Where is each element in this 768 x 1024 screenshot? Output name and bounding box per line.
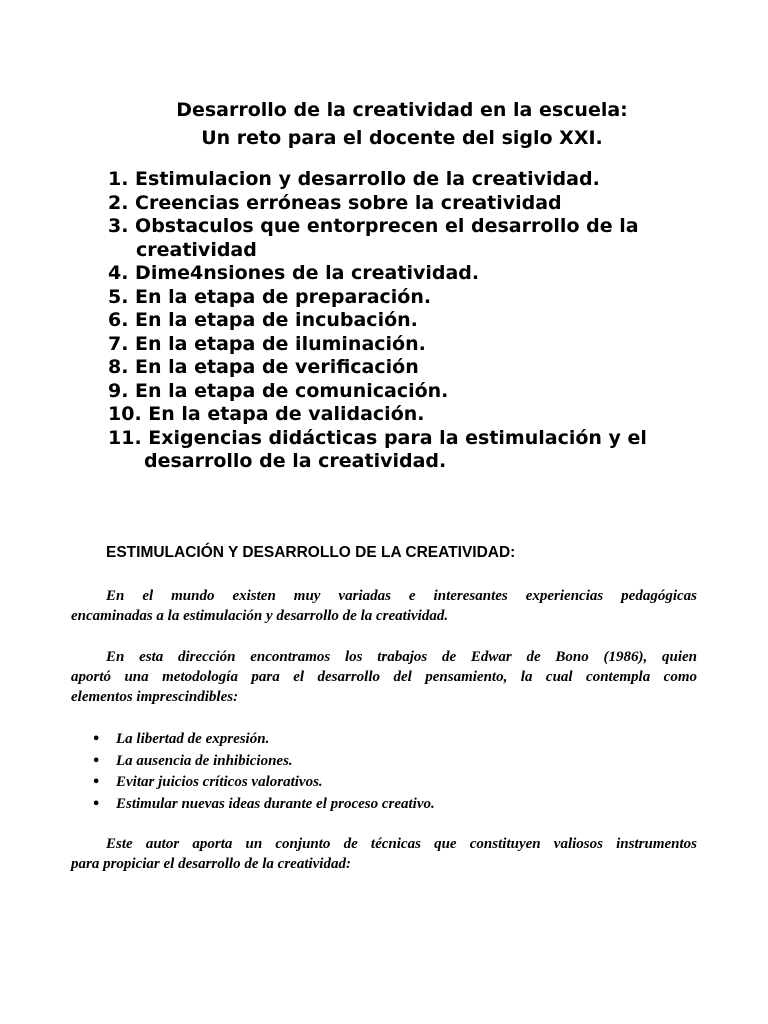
list-item: • La libertad de expresión. xyxy=(92,729,435,751)
title-line-1: Desarrollo de la creatividad en la escuela: xyxy=(176,99,628,121)
toc-item: 4. Dime4nsiones de la creatividad. xyxy=(108,262,480,284)
toc-item: 6. En la etapa de incubación. xyxy=(108,309,418,331)
section-heading: ESTIMULACIÓN Y DESARROLLO DE LA CREATIVIDAD: xyxy=(106,544,516,561)
list-item: • Estimular nuevas ideas durante el proceso creativo. xyxy=(92,794,435,816)
toc-item: 9. En la etapa de comunicación. xyxy=(108,379,449,402)
paragraph-2: En esta dirección encontramos los trabajos de Edwar de Bono (1986), quien aportó una metodología para el desarrollo del pensamiento, la cual contempla como elementos imprescindibles: xyxy=(71,649,697,705)
bullet-icon: • xyxy=(92,732,101,747)
list-item: • La ausencia de inhibiciones. xyxy=(92,751,435,773)
toc-item: 2. Creencias erróneas sobre la creatividad xyxy=(108,191,562,214)
bullet-icon: • xyxy=(92,775,101,790)
document-title xyxy=(0,96,768,152)
toc-item: 11. Exigencias didácticas para la estimulación y el desarrollo de la creatividad. xyxy=(108,426,647,472)
title-line-2: Un reto para el docente del siglo XXI. xyxy=(201,127,603,149)
paragraph-3: Este autor aporta un conjunto de técnicas que constituyen valiosos instrumentos para propiciar el desarrollo de la creatividad: xyxy=(71,836,697,872)
toc-item: 5. En la etapa de preparación. xyxy=(108,285,432,308)
toc-item: 7. En la etapa de iluminación. xyxy=(108,332,426,355)
toc-item: 10. En la etapa de validación. xyxy=(108,403,425,425)
toc-item: 8. En la etapa de verificación xyxy=(108,356,419,378)
table-of-contents xyxy=(108,168,728,474)
toc-item: 3. Obstaculos que entorprecen el desarrollo de la creatividad xyxy=(108,215,639,261)
toc-item: 1. Estimulacion y desarrollo de la creatividad. xyxy=(108,168,600,190)
bullet-icon: • xyxy=(92,796,101,812)
paragraph-1: En el mundo existen muy variadas e interesantes experiencias pedagógicas encaminadas a la estimulación y desarrollo de la creatividad. xyxy=(71,588,697,624)
list-item: • Evitar juicios críticos valorativos. xyxy=(92,772,435,794)
bullet-icon: • xyxy=(92,753,101,769)
bullet-list xyxy=(92,729,435,815)
